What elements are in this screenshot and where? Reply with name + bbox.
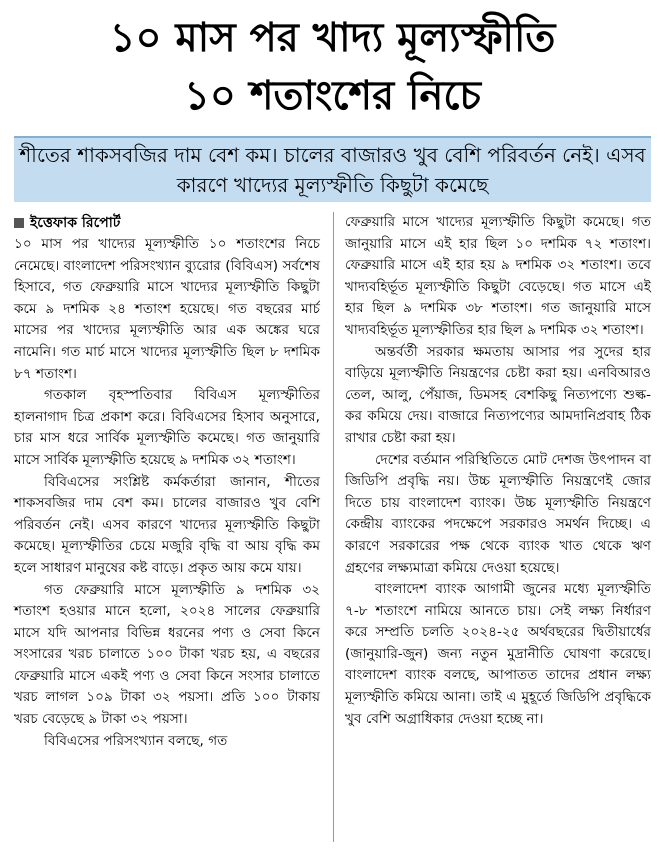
headline-line-2: ১০ শতাংশের নিচে [183,73,482,119]
article-body [14,212,651,842]
paragraph: বিবিএসের পরিসংখ্যান বলছে, গত [44,732,228,749]
left-column [14,212,320,752]
column-divider [333,212,334,842]
paragraph: অন্তর্বর্তী সরকার ক্ষমতায় আসার পর সুদের হার বাড়িয়ে মূল্যস্ফীতি নিয়ন্ত্রণের চেষ্টা করা হয়। এনবিআরও তেল, আলু, পেঁয়াজ, ডিমসহ বেশকিছু নিত্যপণ্যে শুল্ক-কর কমিয়ে দেয়। বাজারে নিত্যপণ্যের আমদানিপ্রবাহ ঠিক রাখার চেষ্টা করা হয়। [345,343,651,446]
byline-text: ইত্তেফাক রিপোর্ট [30,215,121,231]
paragraph: বাংলাদেশ ব্যাংক আগামী জুনের মধ্যে মূল্যস্ফীতি ৭-৮ শতাংশে নামিয়ে আনতে চায়। সেই লক্ষ্য নির্ধারণ করে সম্প্রতি চলতি ২০২৪-২৫ অর্থবছরের দ্বিতীয়ার্ধের (জানুয়ারি-জুন) জন্য নতুন মুদ্রানীতি ঘোষণা করেছে। বাংলাদেশ ব্যাংক বলছে, আপাতত তাদের প্রধান লক্ষ্য মূল্যস্ফীতি কমিয়ে আনা। তাই এ মুহূর্তে জিডিপি প্রবৃদ্ধিকে খুব বেশি অগ্রাধিকার দেওয়া হচ্ছে না। [345,581,651,727]
bullet-square-icon [14,218,24,228]
paragraph: বিবিএসের সংশ্লিষ্ট কর্মকর্তারা জানান, শীতের শাকসবজির দাম বেশ কম। চালের বাজারও খুব বেশি পরিবর্তন নেই। এসব কারণে খাদ্যের মূল্যস্ফীতি কিছুটা কমেছে। মূল্যস্ফীতির চেয়ে মজুরি বৃদ্ধি বা আয় বৃদ্ধি কম হলে সাধারণ মানুষের কষ্ট বাড়ে। প্রকৃত আয় কমে যায়। [14,473,320,576]
paragraph: ফেব্রুয়ারি মাসে খাদ্যের মূল্যস্ফীতি কিছুটা কমেছে। গত জানুয়ারি মাসে এই হার ছিল ১০ দশমিক ৭২ শতাংশ। ফেব্রুয়ারি মাসে এই হার হয় ৯ দশমিক ৩২ শতাংশ। তবে খাদ্যবহির্ভূত মূল্যস্ফীতি কিছুটা বেড়েছে। গত মাসে এই হার ছিল ৯ দশমিক ৩৮ শতাংশ। গত জানুয়ারি মাসে খাদ্যবহির্ভূত মূল্যস্ফীতির হার ছিল ৯ দশমিক ৩২ শতাংশ। [345,214,651,338]
headline-line-1: ১০ মাস পর খাদ্য মূল্যস্ফীতি [109,15,556,61]
paragraph: গতকাল বৃহস্পতিবার বিবিএস মূল্যস্ফীতির হালনাগাদ চিত্র প্রকাশ করে। বিবিএসের হিসাব অনুসারে, চার মাস ধরে সার্বিক মূল্যস্ফীতি কমেছে। গত জানুয়ারি মাসে সার্বিক মূল্যস্ফীতি হয়েছে ৯ দশমিক ৩২ শতাংশ। [14,387,320,468]
paragraph: গত ফেব্রুয়ারি মাসে মূল্যস্ফীতি ৯ দশমিক ৩২ শতাংশ হওয়ার মানে হলো, ২০২৪ সালের ফেব্রুয়ারি মাসে যদি আপনার বিভিন্ন ধরনের পণ্য ও সেবা কিনে সংসারের খরচ চালাতে ১০০ টাকা খরচ হয়, এ বছরের ফেব্রুয়ারি মাসে একই পণ্য ও সেবা কিনে সংসার চালাতে খরচ লাগল ১০৯ টাকা ৩২ পয়সা। প্রতি ১০০ টাকায় খরচ বেড়েছে ৯ টাকা ৩২ পয়সা। [14,581,320,728]
right-column [345,212,651,730]
paragraph: ১০ মাস পর খাদ্যের মূল্যস্ফীতি ১০ শতাংশের নিচে নেমেছে। বাংলাদেশ পরিসংখ্যান ব্যুরোর (বিবিএস) সর্বশেষ হিসাবে, গত ফেব্রুয়ারি মাসে খাদ্যের মূল্যস্ফীতি কিছুটা কমে ৯ দশমিক ২৪ শতাংশ হয়েছে। গত বছরের মার্চ মাসের পর খাদ্যের মূল্যস্ফীতি আর এক অঙ্কের ঘরে নামেনি। গত মার্চ মাসে খাদ্যের মূল্যস্ফীতি ছিল ৮ দশমিক ৮৭ শতাংশ। [14,236,320,382]
highlight-box: শীতের শাকসবজির দাম বেশ কম। চালের বাজারও খুব বেশি পরিবর্তন নেই। এসব কারণে খাদ্যের মূল্যস্ফীতি কিছুটা কমেছে [14,136,651,202]
byline [14,212,320,234]
paragraph: দেশের বর্তমান পরিস্থিতিতে মোট দেশজ উৎপাদন বা জিডিপি প্রবৃদ্ধি নয়। উচ্চ মূল্যস্ফীতি নিয়ন্ত্রণেই জোর দিতে চায় বাংলাদেশ ব্যাংক। উচ্চ মূল্যস্ফীতি নিয়ন্ত্রণে কেন্দ্রীয় ব্যাংকের পদক্ষেপে সরকারও সমর্থন দিচ্ছে। এ কারণে সরকারের পক্ষ থেকে ব্যাংক খাত থেকে ঋণ গ্রহণের লক্ষ্যমাত্রা কমিয়ে দেওয়া হয়েছে। [345,451,651,576]
